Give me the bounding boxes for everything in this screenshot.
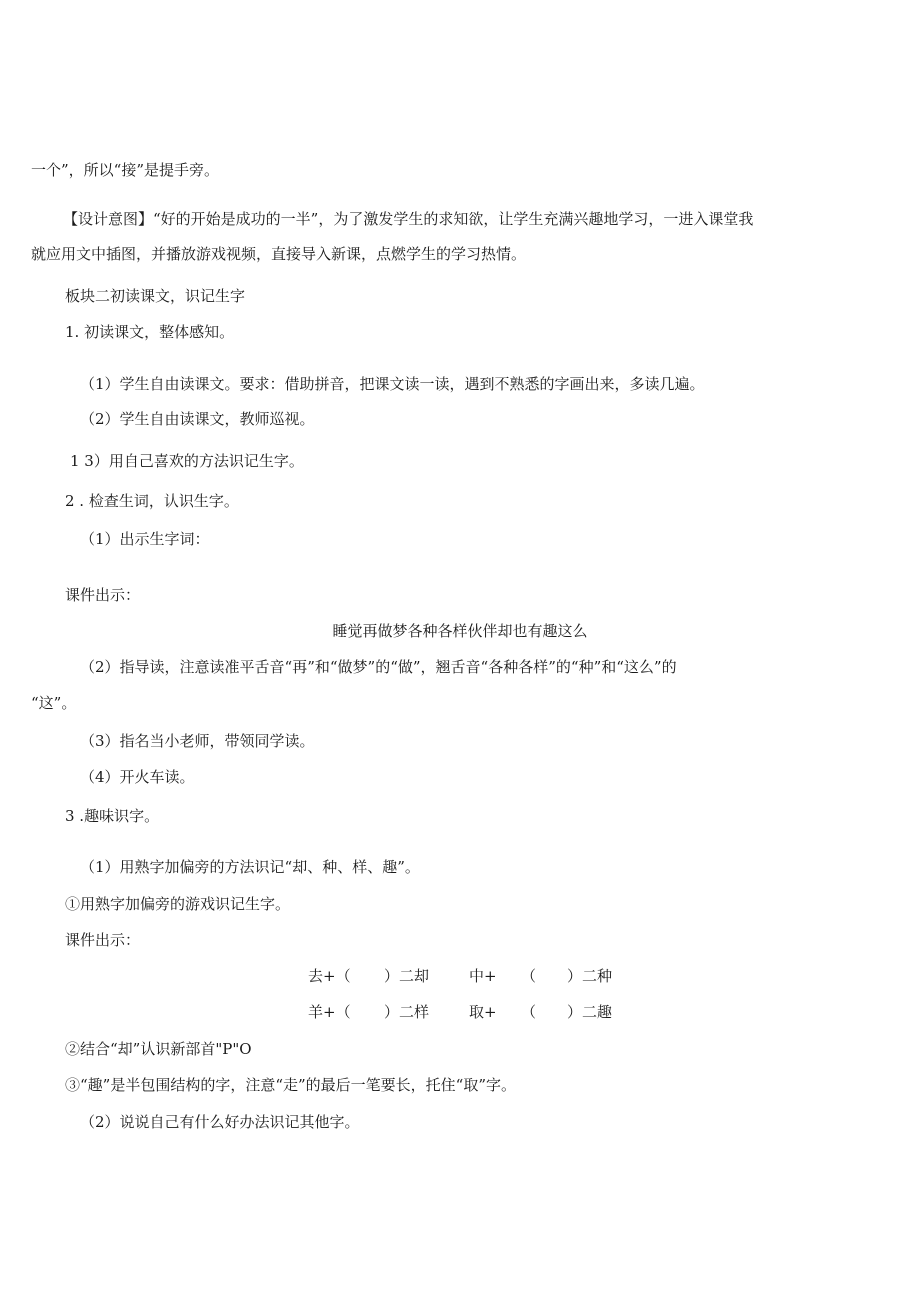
step-3-sub-1: ①用熟字加偏旁的游戏识记生字。 bbox=[65, 895, 291, 913]
exercise-cell: 取+ bbox=[469, 1003, 497, 1021]
exercise-row bbox=[308, 1002, 612, 1022]
vocabulary-list: 睡觉再做梦各种各样伙伴却也有趣这么 bbox=[332, 622, 588, 640]
step-3-item-2: （2）说说自己有什么好办法识记其他字。 bbox=[80, 1113, 360, 1131]
exercise-cell: ）二趣 bbox=[567, 1003, 613, 1021]
exercise-cell: 羊+（ bbox=[308, 1003, 351, 1021]
step-2-item-3: （3）指名当小老师，带领同学读。 bbox=[80, 732, 315, 750]
exercise-cell: （ bbox=[521, 967, 537, 985]
step-1-heading: 1. 初读课文，整体感知。 bbox=[65, 323, 235, 341]
step-3-item-1: （1）用熟字加偏旁的方法识记“却、种、样、趣”。 bbox=[80, 858, 420, 876]
step-2-item-2-line-1: （2）指导读，注意读准平舌音“再”和“做梦”的“做”，翘舌音“各种各样”的“种”和“这么”的 bbox=[80, 658, 677, 676]
exercise-cell: ）二却 bbox=[384, 967, 430, 985]
courseware-label-1: 课件出示： bbox=[65, 586, 141, 604]
step-2-item-4: （4）开火车读。 bbox=[80, 768, 195, 786]
step-3-sub-2: ②结合“却”认识新部首"P"O bbox=[65, 1040, 252, 1058]
exercise-cell: （ bbox=[521, 1003, 537, 1021]
step-1-item-1: （1）学生自由读课文。要求：借助拼音，把课文读一读，遇到不熟悉的字画出来，多读几遍。 bbox=[80, 375, 705, 393]
step-1-item-2: （2）学生自由读课文，教师巡视。 bbox=[80, 410, 315, 428]
exercise-row bbox=[308, 966, 612, 986]
design-intent-line-2: 就应用文中插图，并播放游戏视频，直接导入新课，点燃学生的学习热情。 bbox=[31, 245, 527, 263]
paragraph-continuation: 一个”，所以“接”是提手旁。 bbox=[31, 161, 220, 179]
step-2-heading: 2 . 检查生词，认识生字。 bbox=[65, 492, 239, 510]
section-heading: 板块二初读课文，识记生字 bbox=[65, 287, 246, 305]
step-1-item-3: 1 3）用自己喜欢的方法识记生字。 bbox=[70, 452, 304, 470]
step-3-sub-3: ③“趣”是半包围结构的字，注意“走”的最后一笔要长，托住“取”字。 bbox=[65, 1076, 517, 1094]
exercise-cell: 中+ bbox=[469, 967, 497, 985]
design-intent-line-1: 【设计意图】“好的开始是成功的一半”，为了激发学生的求知欲，让学生充满兴趣地学习，一进入课堂我 bbox=[63, 210, 754, 228]
exercise-cell: ）二样 bbox=[384, 1003, 430, 1021]
courseware-label-2: 课件出示： bbox=[65, 931, 141, 949]
step-3-heading: 3 .趣味识字。 bbox=[65, 807, 160, 825]
exercise-cell: 去+（ bbox=[308, 967, 351, 985]
exercise-cell: ）二种 bbox=[567, 967, 613, 985]
step-2-item-2-line-2: “这”。 bbox=[31, 694, 77, 712]
step-2-item-1: （1）出示生字词： bbox=[80, 530, 210, 548]
